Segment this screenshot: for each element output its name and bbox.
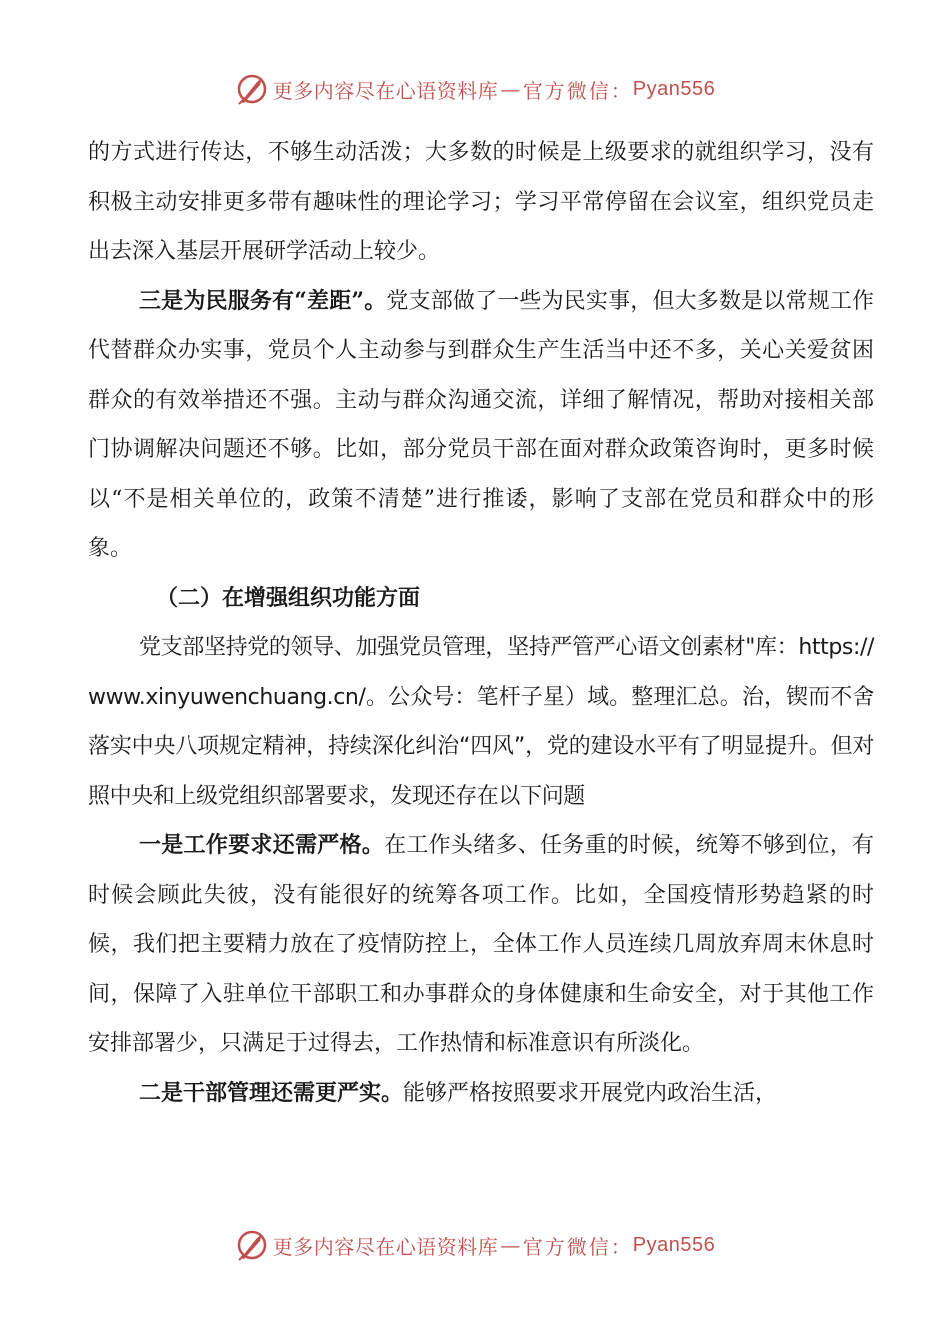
paragraph-body-work-requirements: 在工作头绪多、任务重的时候，统筹不够到位，有时候会顾此失彼，没有能很好的统筹各项工作。比如，全国疫情形势趋紧的时候，我们把主要精力放在了疫情防控上，全体工作人员连续几周放弃周末休息时间，保障了入驻单位干部职工和办事群众的身体健康和生命安全，对于其他工作安排部署少，只满足于过得去，工作热情和标准意识有所淡化。	[88, 833, 874, 1056]
paragraph-lead-cadre-management: 二是干部管理还需更严实。	[139, 1079, 404, 1106]
document-body	[88, 128, 874, 1118]
paragraph-body-cadre-management: 能够严格按照要求开展党内政治生活，	[403, 1080, 778, 1106]
banner-library-text: 更多内容尽在心语资料库	[272, 78, 499, 103]
footer-banner	[0, 1225, 950, 1265]
paragraph-party-leadership: 党支部坚持党的领导、加强党员管理，坚持严管严心语文创素材"库：https://www.xinyuwenchuang.cn/。公众号：笔杆子星）域。整理汇总。治，锲而不舍落实中央八项规定精神，持续深化纠治“四风”，党的建设水平有了明显提升。但对照中央和上级党组织部署要求，发现还存在以下问题	[88, 635, 874, 809]
paragraph-body-service-gap: 党支部做了一些为民实事，但大多数是以常规工作代替群众办实事，党员个人主动参与到群众生产生活当中还不多，关心关爱贫困群众的有效举措还不强。主动与群众沟通交流，详细了解情况，帮助对接相关部门协调解决问题还不够。比如，部分党员干部在面对群众政策咨询时，更多时候以“不是相关单位的，政策不清楚”进行推诿，影响了支部在党员和群众中的形象。	[88, 288, 874, 561]
banner-wechat-label: 官方微信：	[522, 1234, 633, 1259]
paragraph-lead-work-requirements: 一是工作要求还需严格。	[139, 832, 385, 858]
paragraph-work-requirements	[88, 821, 874, 1069]
paragraph-study-methods: 的方式进行传达，不够生动活泼；大多数的时候是上级要求的就组织学习，没有积极主动安排更多带有趣味性的理论学习；学习平常停留在会议室，组织党员走出去深入基层开展研学活动上较少。	[88, 140, 874, 264]
header-banner	[0, 69, 950, 109]
banner-wechat-id: Pyan556	[632, 1233, 716, 1256]
section-heading-organization: （二）在增强组织功能方面	[156, 585, 421, 611]
paragraph-cadre-management	[88, 1069, 874, 1119]
pen-logo-icon	[235, 72, 269, 106]
banner-wechat-id: Pyan556	[632, 77, 716, 100]
pen-logo-icon	[235, 1228, 269, 1262]
paragraph-lead-service-gap: 三是为民服务有“差距”。	[139, 287, 387, 314]
banner-dash: —	[500, 1233, 521, 1257]
banner-wechat-label: 官方微信：	[522, 78, 633, 103]
paragraph-service-gap	[88, 277, 874, 574]
banner-dash: —	[500, 77, 521, 101]
banner-library-text: 更多内容尽在心语资料库	[272, 1234, 499, 1259]
